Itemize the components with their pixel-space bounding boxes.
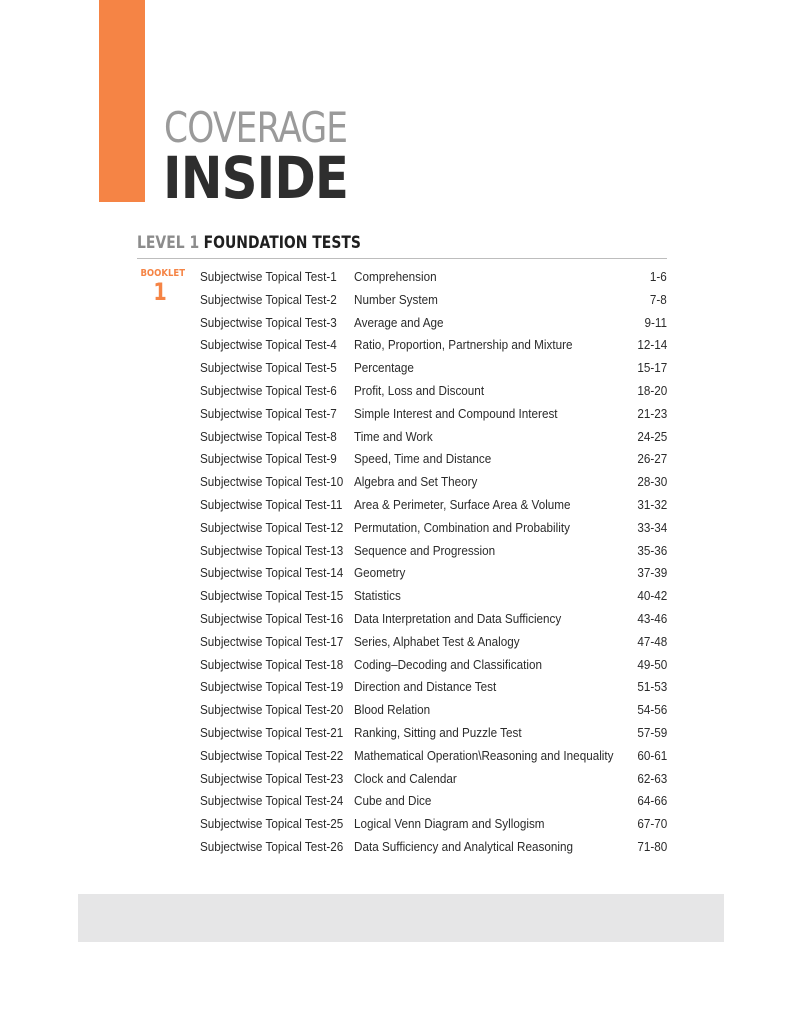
- toc-row: [200, 266, 670, 289]
- toc-test-name: Subjectwise Topical Test-13: [200, 542, 344, 558]
- toc-test-name: Subjectwise Topical Test-14: [200, 565, 344, 581]
- toc-topic: Series, Alphabet Test & Analogy: [354, 633, 520, 649]
- toc-test-name: Subjectwise Topical Test-25: [200, 816, 344, 832]
- toc-topic: Data Sufficiency and Analytical Reasoning: [354, 838, 573, 854]
- toc-test-name: Subjectwise Topical Test-6: [200, 382, 337, 398]
- toc-test-name: Subjectwise Topical Test-11: [200, 496, 343, 512]
- toc-page-range: 71-80: [637, 838, 667, 854]
- toc-test-name: Subjectwise Topical Test-4: [200, 337, 337, 353]
- table-of-contents: [200, 266, 670, 859]
- toc-topic: Logical Venn Diagram and Syllogism: [354, 816, 545, 832]
- page-title-bold: INSIDE: [163, 144, 349, 212]
- toc-topic: Percentage: [354, 360, 414, 376]
- toc-page-range: 28-30: [637, 474, 667, 490]
- toc-topic: Cube and Dice: [354, 793, 432, 809]
- toc-test-name: Subjectwise Topical Test-2: [200, 291, 337, 307]
- toc-topic: Geometry: [354, 565, 406, 581]
- toc-topic: Comprehension: [354, 269, 437, 284]
- toc-page-range: 33-34: [637, 519, 667, 535]
- toc-page-range: 62-63: [637, 770, 667, 786]
- toc-page-range: 12-14: [637, 337, 667, 353]
- toc-row: [200, 745, 670, 768]
- toc-test-name: Subjectwise Topical Test-19: [200, 679, 344, 695]
- toc-page-range: 15-17: [637, 360, 667, 376]
- toc-row: [200, 722, 670, 745]
- toc-page-range: 67-70: [637, 816, 667, 832]
- toc-page-range: 35-36: [637, 542, 667, 558]
- toc-row: [200, 448, 670, 471]
- toc-topic: Data Interpretation and Data Sufficiency: [354, 610, 562, 626]
- toc-topic: Profit, Loss and Discount: [354, 382, 485, 398]
- toc-topic: Coding–Decoding and Classification: [354, 656, 542, 672]
- toc-topic: Clock and Calendar: [354, 770, 457, 786]
- toc-page-range: 54-56: [637, 702, 667, 718]
- booklet-number: 1: [153, 278, 167, 306]
- toc-topic: Ranking, Sitting and Puzzle Test: [354, 724, 522, 740]
- toc-row: [200, 357, 670, 380]
- toc-topic: Mathematical Operation\Reasoning and Inequality: [354, 747, 614, 763]
- toc-page-range: 31-32: [637, 496, 667, 512]
- toc-row: [200, 471, 670, 494]
- toc-page-range: 57-59: [637, 724, 667, 740]
- toc-topic: Blood Relation: [354, 702, 431, 718]
- toc-test-name: Subjectwise Topical Test-24: [200, 793, 344, 809]
- toc-page-range: 21-23: [637, 405, 667, 421]
- toc-test-name: Subjectwise Topical Test-9: [200, 451, 337, 467]
- toc-test-name: Subjectwise Topical Test-10: [200, 474, 344, 490]
- toc-test-name: Subjectwise Topical Test-21: [200, 724, 344, 740]
- toc-row: [200, 517, 670, 540]
- toc-topic: Speed, Time and Distance: [354, 451, 492, 467]
- toc-row: [200, 836, 670, 859]
- toc-page-range: 7-8: [650, 291, 667, 307]
- toc-page-range: 51-53: [637, 679, 667, 695]
- booklet-label: BOOKLET: [140, 268, 185, 279]
- toc-test-name: Subjectwise Topical Test-26: [200, 838, 344, 854]
- toc-row: [200, 562, 670, 585]
- toc-row: [200, 631, 670, 654]
- toc-row: [200, 608, 670, 631]
- section-title: FOUNDATION TESTS: [203, 233, 361, 253]
- toc-row: [200, 312, 670, 335]
- toc-row: [200, 494, 670, 517]
- toc-topic: Average and Age: [354, 314, 444, 330]
- accent-bar: [99, 0, 145, 202]
- toc-page-range: 26-27: [637, 451, 667, 467]
- toc-test-name: Subjectwise Topical Test-7: [200, 405, 337, 421]
- divider: [137, 258, 667, 259]
- toc-page-range: 37-39: [637, 565, 667, 581]
- toc-test-name: Subjectwise Topical Test-17: [200, 633, 344, 649]
- toc-row: [200, 699, 670, 722]
- toc-page-range: 18-20: [637, 382, 667, 398]
- toc-topic: Time and Work: [354, 428, 433, 444]
- toc-test-name: Subjectwise Topical Test-1: [200, 269, 337, 284]
- toc-page-range: 64-66: [637, 793, 667, 809]
- toc-test-name: Subjectwise Topical Test-8: [200, 428, 337, 444]
- toc-page-range: 47-48: [637, 633, 667, 649]
- toc-row: [200, 790, 670, 813]
- toc-test-name: Subjectwise Topical Test-18: [200, 656, 344, 672]
- toc-topic: Sequence and Progression: [354, 542, 496, 558]
- toc-page-range: 9-11: [644, 314, 667, 330]
- section-heading: [137, 233, 361, 253]
- level-label: LEVEL 1: [137, 233, 200, 253]
- toc-page-range: 24-25: [637, 428, 667, 444]
- toc-test-name: Subjectwise Topical Test-20: [200, 702, 344, 718]
- toc-row: [200, 380, 670, 403]
- toc-page-range: 40-42: [637, 588, 667, 604]
- toc-topic: Number System: [354, 291, 438, 307]
- toc-row: [200, 289, 670, 312]
- toc-row: [200, 813, 670, 836]
- toc-row: [200, 540, 670, 563]
- footer-band: [78, 894, 724, 942]
- toc-page-range: 1-6: [650, 269, 667, 284]
- toc-topic: Statistics: [354, 588, 401, 604]
- page-title-light: COVERAGE: [164, 103, 348, 152]
- toc-topic: Permutation, Combination and Probability: [354, 519, 570, 535]
- toc-topic: Algebra and Set Theory: [354, 474, 478, 490]
- toc-row: [200, 334, 670, 357]
- toc-test-name: Subjectwise Topical Test-5: [200, 360, 337, 376]
- toc-test-name: Subjectwise Topical Test-12: [200, 519, 344, 535]
- toc-row: [200, 403, 670, 426]
- toc-topic: Area & Perimeter, Surface Area & Volume: [354, 496, 571, 512]
- toc-row: [200, 654, 670, 677]
- toc-test-name: Subjectwise Topical Test-3: [200, 314, 337, 330]
- toc-test-name: Subjectwise Topical Test-15: [200, 588, 344, 604]
- toc-row: [200, 768, 670, 791]
- toc-topic: Ratio, Proportion, Partnership and Mixture: [354, 337, 573, 353]
- toc-row: [200, 676, 670, 699]
- toc-row: [200, 585, 670, 608]
- toc-test-name: Subjectwise Topical Test-23: [200, 770, 344, 786]
- toc-test-name: Subjectwise Topical Test-16: [200, 610, 344, 626]
- toc-page-range: 60-61: [637, 747, 667, 763]
- toc-topic: Direction and Distance Test: [354, 679, 497, 695]
- toc-row: [200, 426, 670, 449]
- booklet-marker: [137, 268, 183, 304]
- toc-page-range: 49-50: [637, 656, 667, 672]
- toc-topic: Simple Interest and Compound Interest: [354, 405, 558, 421]
- toc-page-range: 43-46: [637, 610, 667, 626]
- toc-test-name: Subjectwise Topical Test-22: [200, 747, 344, 763]
